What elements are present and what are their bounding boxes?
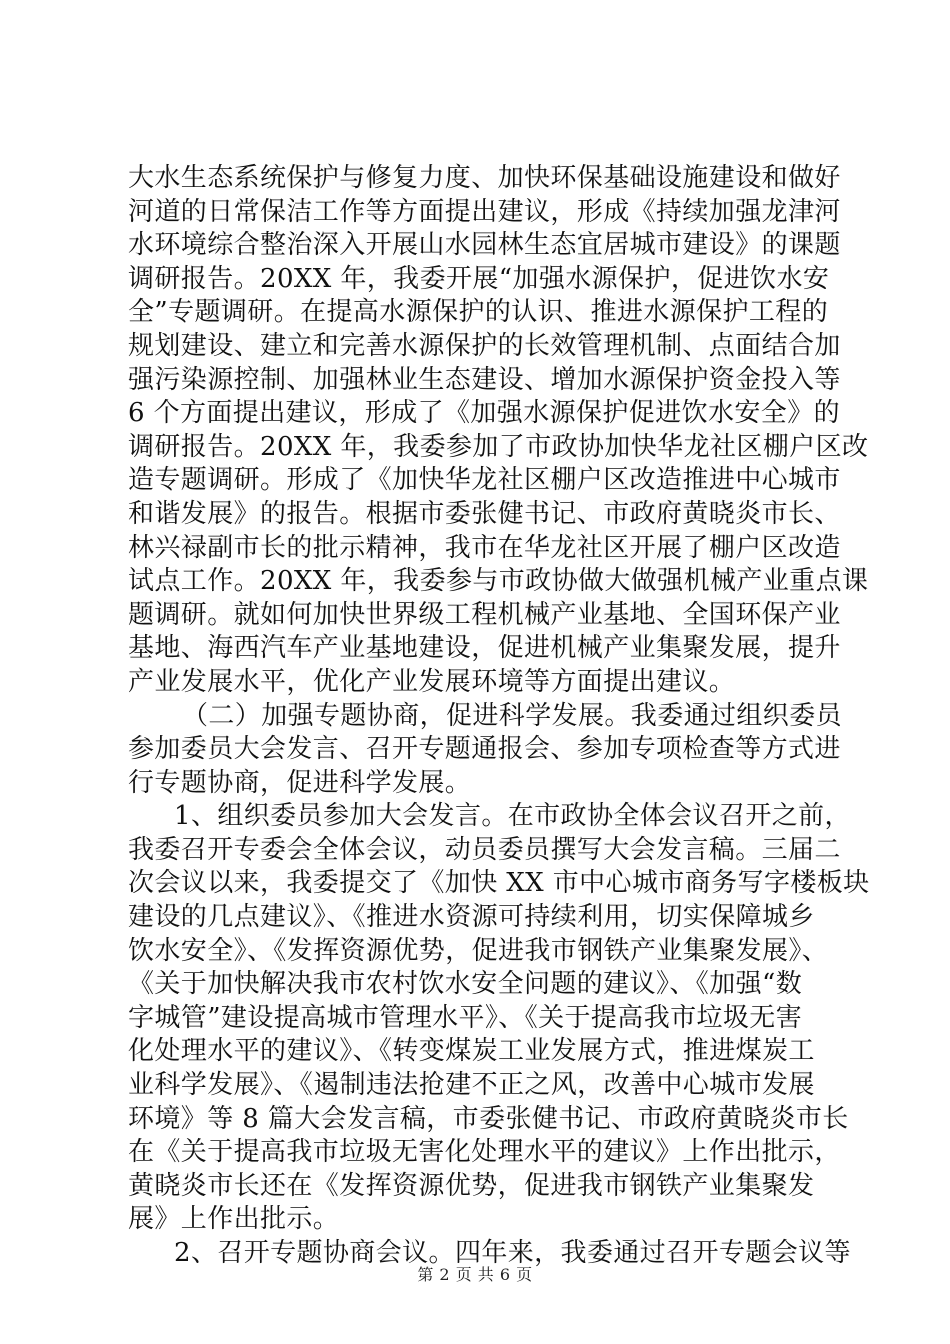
subsection-heading-line: 2、召开专题协商会议。四年来，我委通过召开专题会议等 (174, 1238, 851, 1268)
text-line: 产业发展水平，优化产业发展环境等方面提出建议。 (128, 666, 736, 697)
text-line: 参加委员大会发言、召开专题通报会、参加专项检查等方式进 (128, 734, 841, 765)
page-number-footer: 第 2 页 共 6 页 (417, 1265, 533, 1284)
text-line: 规划建设、建立和完善水源保护的长效管理机制、点面结合加 (128, 330, 841, 361)
text-line: 饮水安全》、《发挥资源优势，促进我市钢铁产业集聚发展》、 (128, 935, 829, 966)
text-line: 调研报告。20XX 年，我委开展“加强水源保护，促进饮水安 (128, 263, 830, 294)
document-body (128, 162, 870, 1271)
section-heading-line: （二）加强专题协商，促进科学发展。我委通过组织委员 (182, 700, 843, 731)
text-line: 造专题调研。形成了《加快华龙社区棚户区改造推进中心城市 (128, 465, 841, 496)
text-line: 业科学发展》、《遏制违法抢建不正之风，改善中心城市发展 (128, 1070, 815, 1101)
text-line: 大水生态系统保护与修复力度、加快环保基础设施建设和做好 (128, 163, 841, 193)
text-line: 基地、海西汽车产业基地建设，促进机械产业集聚发展，提升 (128, 633, 841, 664)
subsection-heading-line: 1、组织委员参加大会发言。在市政协全体会议召开之前， (174, 801, 851, 832)
text-line: 题调研。就如何加快世界级工程机械产业基地、全国环保产业 (128, 599, 841, 630)
text-line: 水环境综合整治深入开展山水园林生态宜居城市建设》的课题 (128, 230, 841, 261)
text-line: 黄晓炎市长还在《发挥资源优势，促进我市钢铁产业集聚发 (128, 1170, 815, 1201)
text-line: 全”专题调研。在提高水源保护的认识、推进水源保护工程的 (128, 297, 829, 328)
text-line: 环境》等 8 篇大会发言稿，市委张健书记、市政府黄晓炎市长 (128, 1103, 849, 1134)
text-line: 试点工作。20XX 年，我委参与市政协做大做强机械产业重点课 (128, 566, 869, 597)
text-line: 强污染源控制、加强林业生态建设、增加水源保护资金投入等 (128, 364, 841, 395)
text-line: 河道的日常保洁工作等方面提出建议，形成《持续加强龙津河 (128, 196, 841, 227)
text-line: 6 个方面提出建议，形成了《加强水源保护促进饮水安全》的 (128, 398, 841, 429)
text-line: 调研报告。20XX 年，我委参加了市政协加快华龙社区棚户区改 (128, 431, 869, 462)
text-line: 林兴禄副市长的批示精神，我市在华龙社区开展了棚户区改造 (128, 532, 841, 563)
text-line: 《关于加快解决我市农村饮水安全问题的建议》、《加强“数 (128, 969, 803, 1000)
text-line: 化处理水平的建议》、《转变煤炭工业发展方式，推进煤炭工 (128, 1036, 815, 1067)
text-line: 我委召开专委会全体会议，动员委员撰写大会发言稿。三届二 (128, 834, 841, 865)
text-line: 建设的几点建议》、《推进水资源可持续利用，切实保障城乡 (128, 902, 815, 933)
text-line: 展》上作出批示。 (128, 1204, 340, 1235)
text-line: 在《关于提高我市垃圾无害化处理水平的建议》上作出批示， (128, 1137, 841, 1168)
text-line: 字城管”建设提高城市管理水平》、《关于提高我市垃圾无害 (128, 1002, 803, 1033)
text-line: 次会议以来，我委提交了《加快 XX 市中心城市商务写字楼板块 (128, 868, 870, 899)
text-line: 行专题协商，促进科学发展。 (128, 767, 472, 798)
text-line: 和谐发展》的报告。根据市委张健书记、市政府黄晓炎市长、 (128, 498, 841, 529)
